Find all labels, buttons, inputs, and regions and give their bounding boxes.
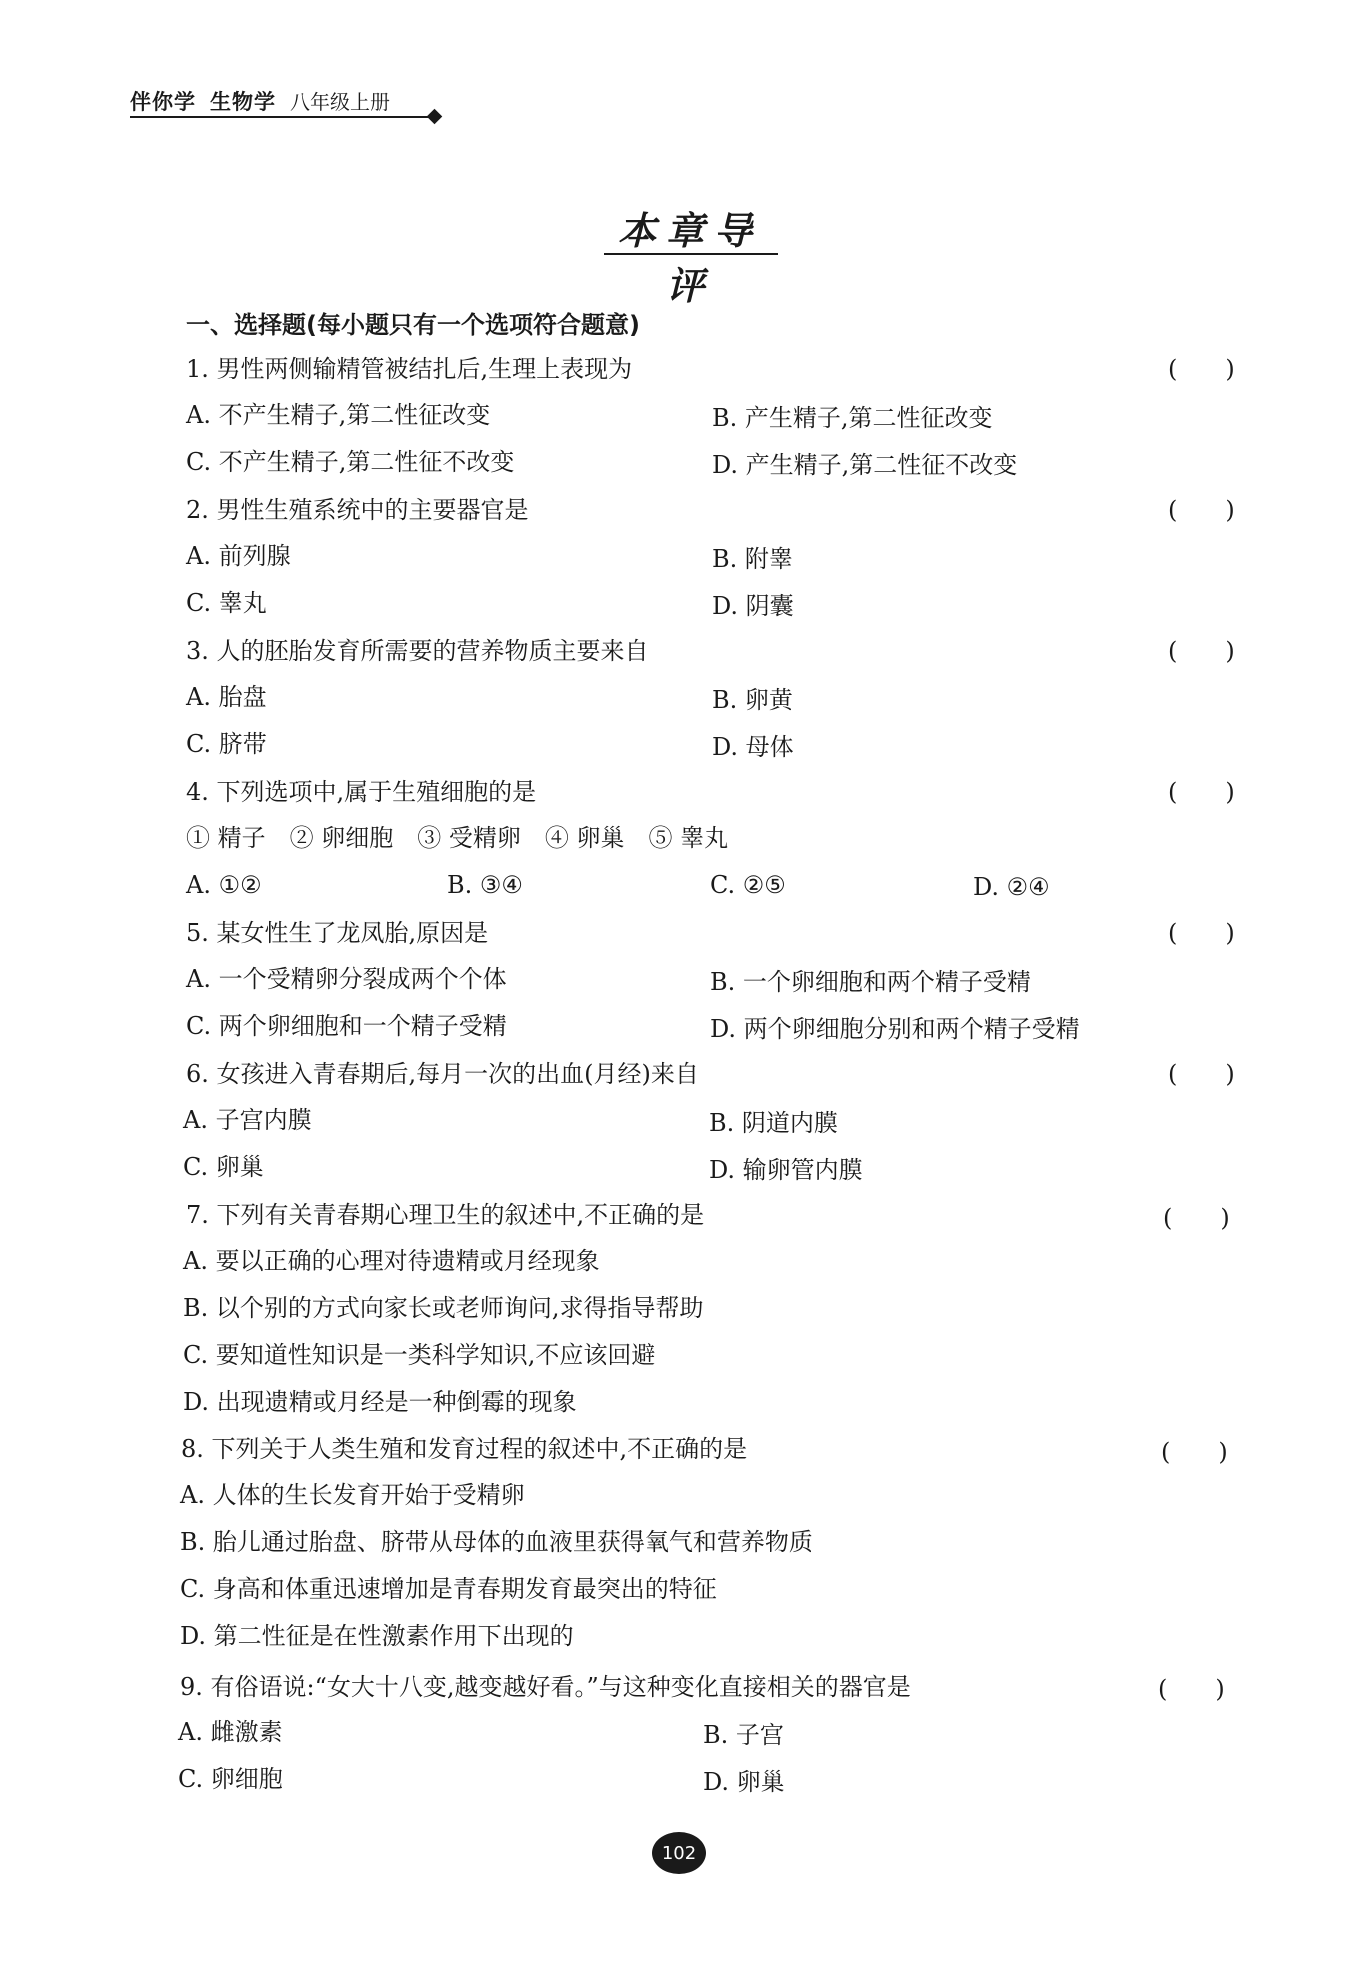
option-6a: A. 子宫内膜 — [183, 1106, 312, 1134]
option-4b: B. ③④ — [447, 871, 523, 899]
option-2c: C. 睾丸 — [186, 589, 267, 617]
answer-paren-8: ( ) — [1161, 1438, 1228, 1466]
question-stem-7: 7. 下列有关青春期心理卫生的叙述中,不正确的是 — [186, 1201, 705, 1229]
question-stem-5: 5. 某女性生了龙凤胎,原因是 — [186, 919, 489, 947]
option-7b: B. 以个别的方式向家长或老师询问,求得指导帮助 — [183, 1294, 704, 1322]
option-6d: D. 输卵管内膜 — [709, 1156, 863, 1184]
chapter-title-underline — [604, 253, 778, 255]
option-1d: D. 产生精子,第二性征不改变 — [712, 451, 1018, 479]
option-3c: C. 脐带 — [186, 730, 267, 758]
header-diamond-icon — [427, 109, 443, 125]
answer-paren-4: ( ) — [1168, 778, 1235, 806]
option-5a: A. 一个受精卵分裂成两个个体 — [186, 965, 507, 993]
option-4d: D. ②④ — [973, 873, 1050, 901]
header-brand: 伴你学 — [130, 90, 196, 114]
option-4c: C. ②⑤ — [710, 871, 786, 899]
header-subject: 生物学 — [210, 90, 276, 114]
option-8d: D. 第二性征是在性激素作用下出现的 — [180, 1622, 574, 1650]
question-stem-4: 4. 下列选项中,属于生殖细胞的是 — [186, 778, 537, 806]
question-stem-2: 2. 男性生殖系统中的主要器官是 — [186, 496, 529, 524]
section-title: 一、选择题(每小题只有一个选项符合题意) — [186, 311, 640, 339]
option-9a: A. 雌激素 — [178, 1718, 283, 1746]
question-stem-3: 3. 人的胚胎发育所需要的营养物质主要来自 — [186, 637, 649, 665]
answer-paren-1: ( ) — [1168, 355, 1235, 383]
answer-paren-7: ( ) — [1163, 1204, 1230, 1232]
option-1a: A. 不产生精子,第二性征改变 — [186, 401, 491, 429]
option-5c: C. 两个卵细胞和一个精子受精 — [186, 1012, 507, 1040]
option-9d: D. 卵巢 — [703, 1768, 785, 1796]
question-items-4: ① 精子 ② 卵细胞 ③ 受精卵 ④ 卵巢 ⑤ 睾丸 — [186, 824, 729, 852]
option-2d: D. 阴囊 — [712, 592, 794, 620]
option-6c: C. 卵巢 — [183, 1153, 264, 1181]
question-stem-8: 8. 下列关于人类生殖和发育过程的叙述中,不正确的是 — [181, 1435, 748, 1463]
option-9b: B. 子宫 — [703, 1721, 784, 1749]
answer-paren-5: ( ) — [1168, 919, 1235, 947]
option-1b: B. 产生精子,第二性征改变 — [712, 404, 993, 432]
answer-paren-3: ( ) — [1168, 637, 1235, 665]
answer-paren-2: ( ) — [1168, 496, 1235, 524]
option-8b: B. 胎儿通过胎盘、脐带从母体的血液里获得氧气和营养物质 — [180, 1528, 813, 1556]
option-1c: C. 不产生精子,第二性征不改变 — [186, 448, 515, 476]
question-stem-1: 1. 男性两侧输精管被结扎后,生理上表现为 — [186, 355, 633, 383]
option-2b: B. 附睾 — [712, 545, 793, 573]
option-3a: A. 胎盘 — [186, 683, 267, 711]
option-2a: A. 前列腺 — [186, 542, 291, 570]
answer-paren-9: ( ) — [1158, 1675, 1225, 1703]
option-8c: C. 身高和体重迅速增加是青春期发育最突出的特征 — [180, 1575, 717, 1603]
answer-paren-6: ( ) — [1168, 1060, 1235, 1088]
option-4a: A. ①② — [186, 871, 262, 899]
question-stem-6: 6. 女孩进入青春期后,每月一次的出血(月经)来自 — [186, 1060, 699, 1088]
option-3d: D. 母体 — [712, 733, 794, 761]
question-stem-9: 9. 有俗语说:“女大十八变,越变越好看。”与这种变化直接相关的器官是 — [180, 1673, 911, 1701]
option-9c: C. 卵细胞 — [178, 1765, 283, 1793]
chapter-title: 本章导评 — [617, 208, 762, 308]
option-3b: B. 卵黄 — [712, 686, 793, 714]
option-7c: C. 要知道性知识是一类科学知识,不应该回避 — [183, 1341, 656, 1369]
option-5d: D. 两个卵细胞分别和两个精子受精 — [710, 1015, 1080, 1043]
option-7d: D. 出现遗精或月经是一种倒霉的现象 — [183, 1388, 577, 1416]
page-number-badge: 102 — [652, 1832, 706, 1874]
running-header — [130, 86, 390, 116]
option-6b: B. 阴道内膜 — [709, 1109, 838, 1137]
option-5b: B. 一个卵细胞和两个精子受精 — [710, 968, 1031, 996]
option-7a: A. 要以正确的心理对待遗精或月经现象 — [183, 1247, 600, 1275]
header-volume: 八年级上册 — [290, 90, 390, 114]
header-rule — [130, 116, 433, 118]
option-8a: A. 人体的生长发育开始于受精卵 — [180, 1481, 525, 1509]
